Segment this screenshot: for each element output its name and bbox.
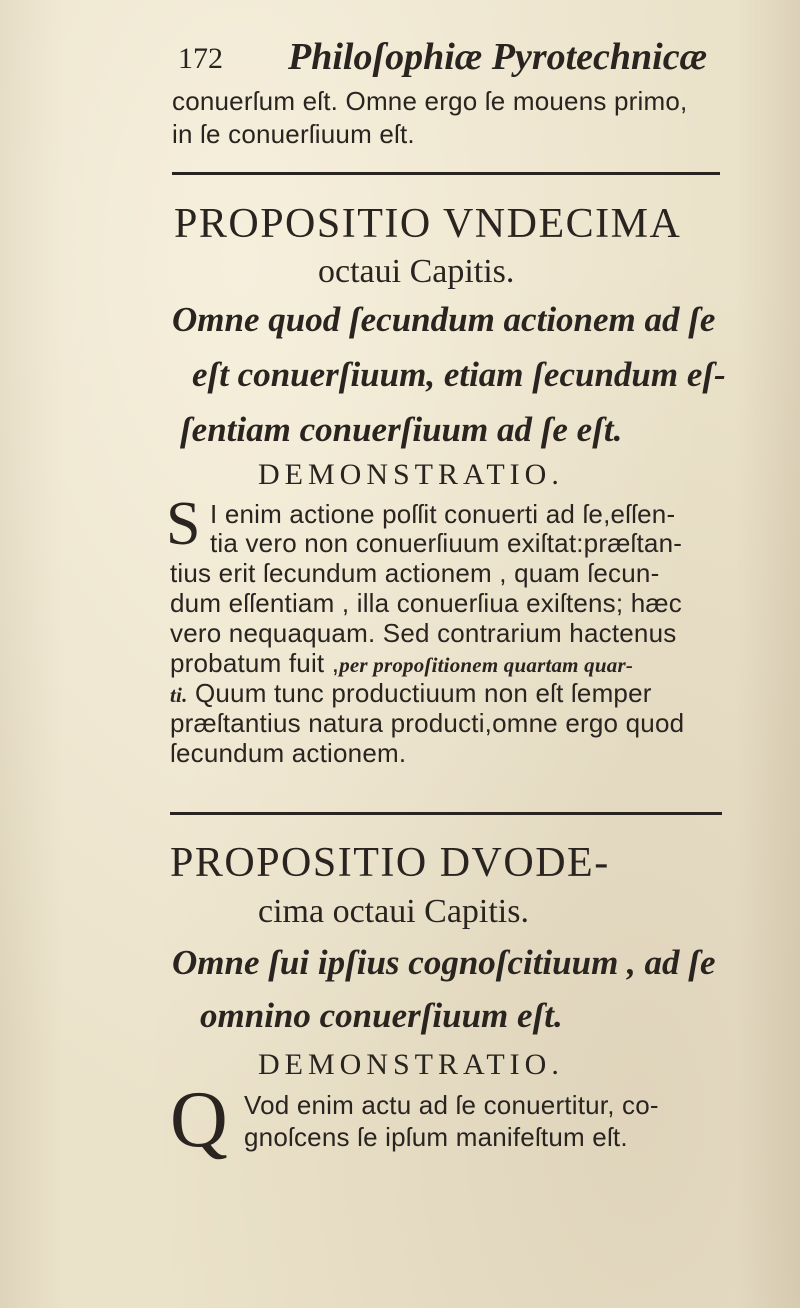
prop12-heading: PROPOSITIO DVODE- [170,840,610,886]
prop12-demo-line-1: Vod enim actu ad ſe conuertitur, co- [244,1090,659,1120]
prop11-demo-text: probatum fuit , [170,648,340,678]
prop11-citation-end: ti. [170,683,188,707]
prop12-subheading: cima octaui Capitis. [258,893,529,930]
prop11-demo-line-6 [170,650,633,676]
section-rule-2 [170,812,722,815]
prop11-demo-line-2: tia vero non conuerſiuum exiſtat:præſtan- [210,528,683,558]
prop12-demo-heading: DEMONSTRATIO. [258,1048,564,1081]
prop11-demo-line-5: vero nequaquam. Sed contrarium hactenus [170,618,677,648]
prop11-heading: PROPOSITIO VNDECIMA [174,201,682,247]
section-rule-1 [172,172,720,175]
prop11-demo-line-9: ſecundum actionem. [170,738,407,768]
prop11-statement-2: eſt conuerſiuum, etiam ſecundum eſ- [192,355,726,394]
prop11-demo-line-1: I enim actione poſſit conuerti ad ſe,eſſen- [210,499,676,529]
prop11-citation: per propoſitionem quartam quar- [339,653,634,677]
prop11-demo-line-3: tius erit ſecundum actionem , quam ſecun- [170,558,660,588]
prop11-statement-1: Omne quod ſecundum actionem ad ſe [172,300,716,339]
prop11-demo-line-4: dum eſſentiam , illa conuerſiua exiſtens; hæc [170,588,682,618]
prop12-demo-line-2: gnoſcens ſe ipſum manifeſtum eſt. [244,1122,628,1152]
intro-line-2: in ſe conuerſiuum eſt. [172,119,415,149]
prop11-subheading: octaui Capitis. [318,253,515,290]
prop11-drop-cap: S [166,490,201,558]
running-title: Philoſophiæ Pyrotechnicæ [288,36,708,78]
prop11-statement-3: ſentiam conuerſiuum ad ſe eſt. [180,410,623,449]
page-number: 172 [178,42,223,75]
prop11-demo-line-8: præſtantius natura producti,omne ergo quod [170,708,685,738]
intro-line-1: conuerſum eſt. Omne ergo ſe mouens primo, [172,86,688,116]
prop12-drop-cap: Q [170,1076,228,1164]
prop11-demo-line-7 [170,680,652,706]
prop11-demo-heading: DEMONSTRATIO. [258,458,564,491]
prop11-demo-text-cont: Quum tunc productiuum non eſt ſemper [187,678,652,708]
prop12-statement-2: omnino conuerſiuum eſt. [200,996,563,1035]
prop12-statement-1: Omne ſui ipſius cognoſcitiuum , ad ſe [172,943,716,982]
